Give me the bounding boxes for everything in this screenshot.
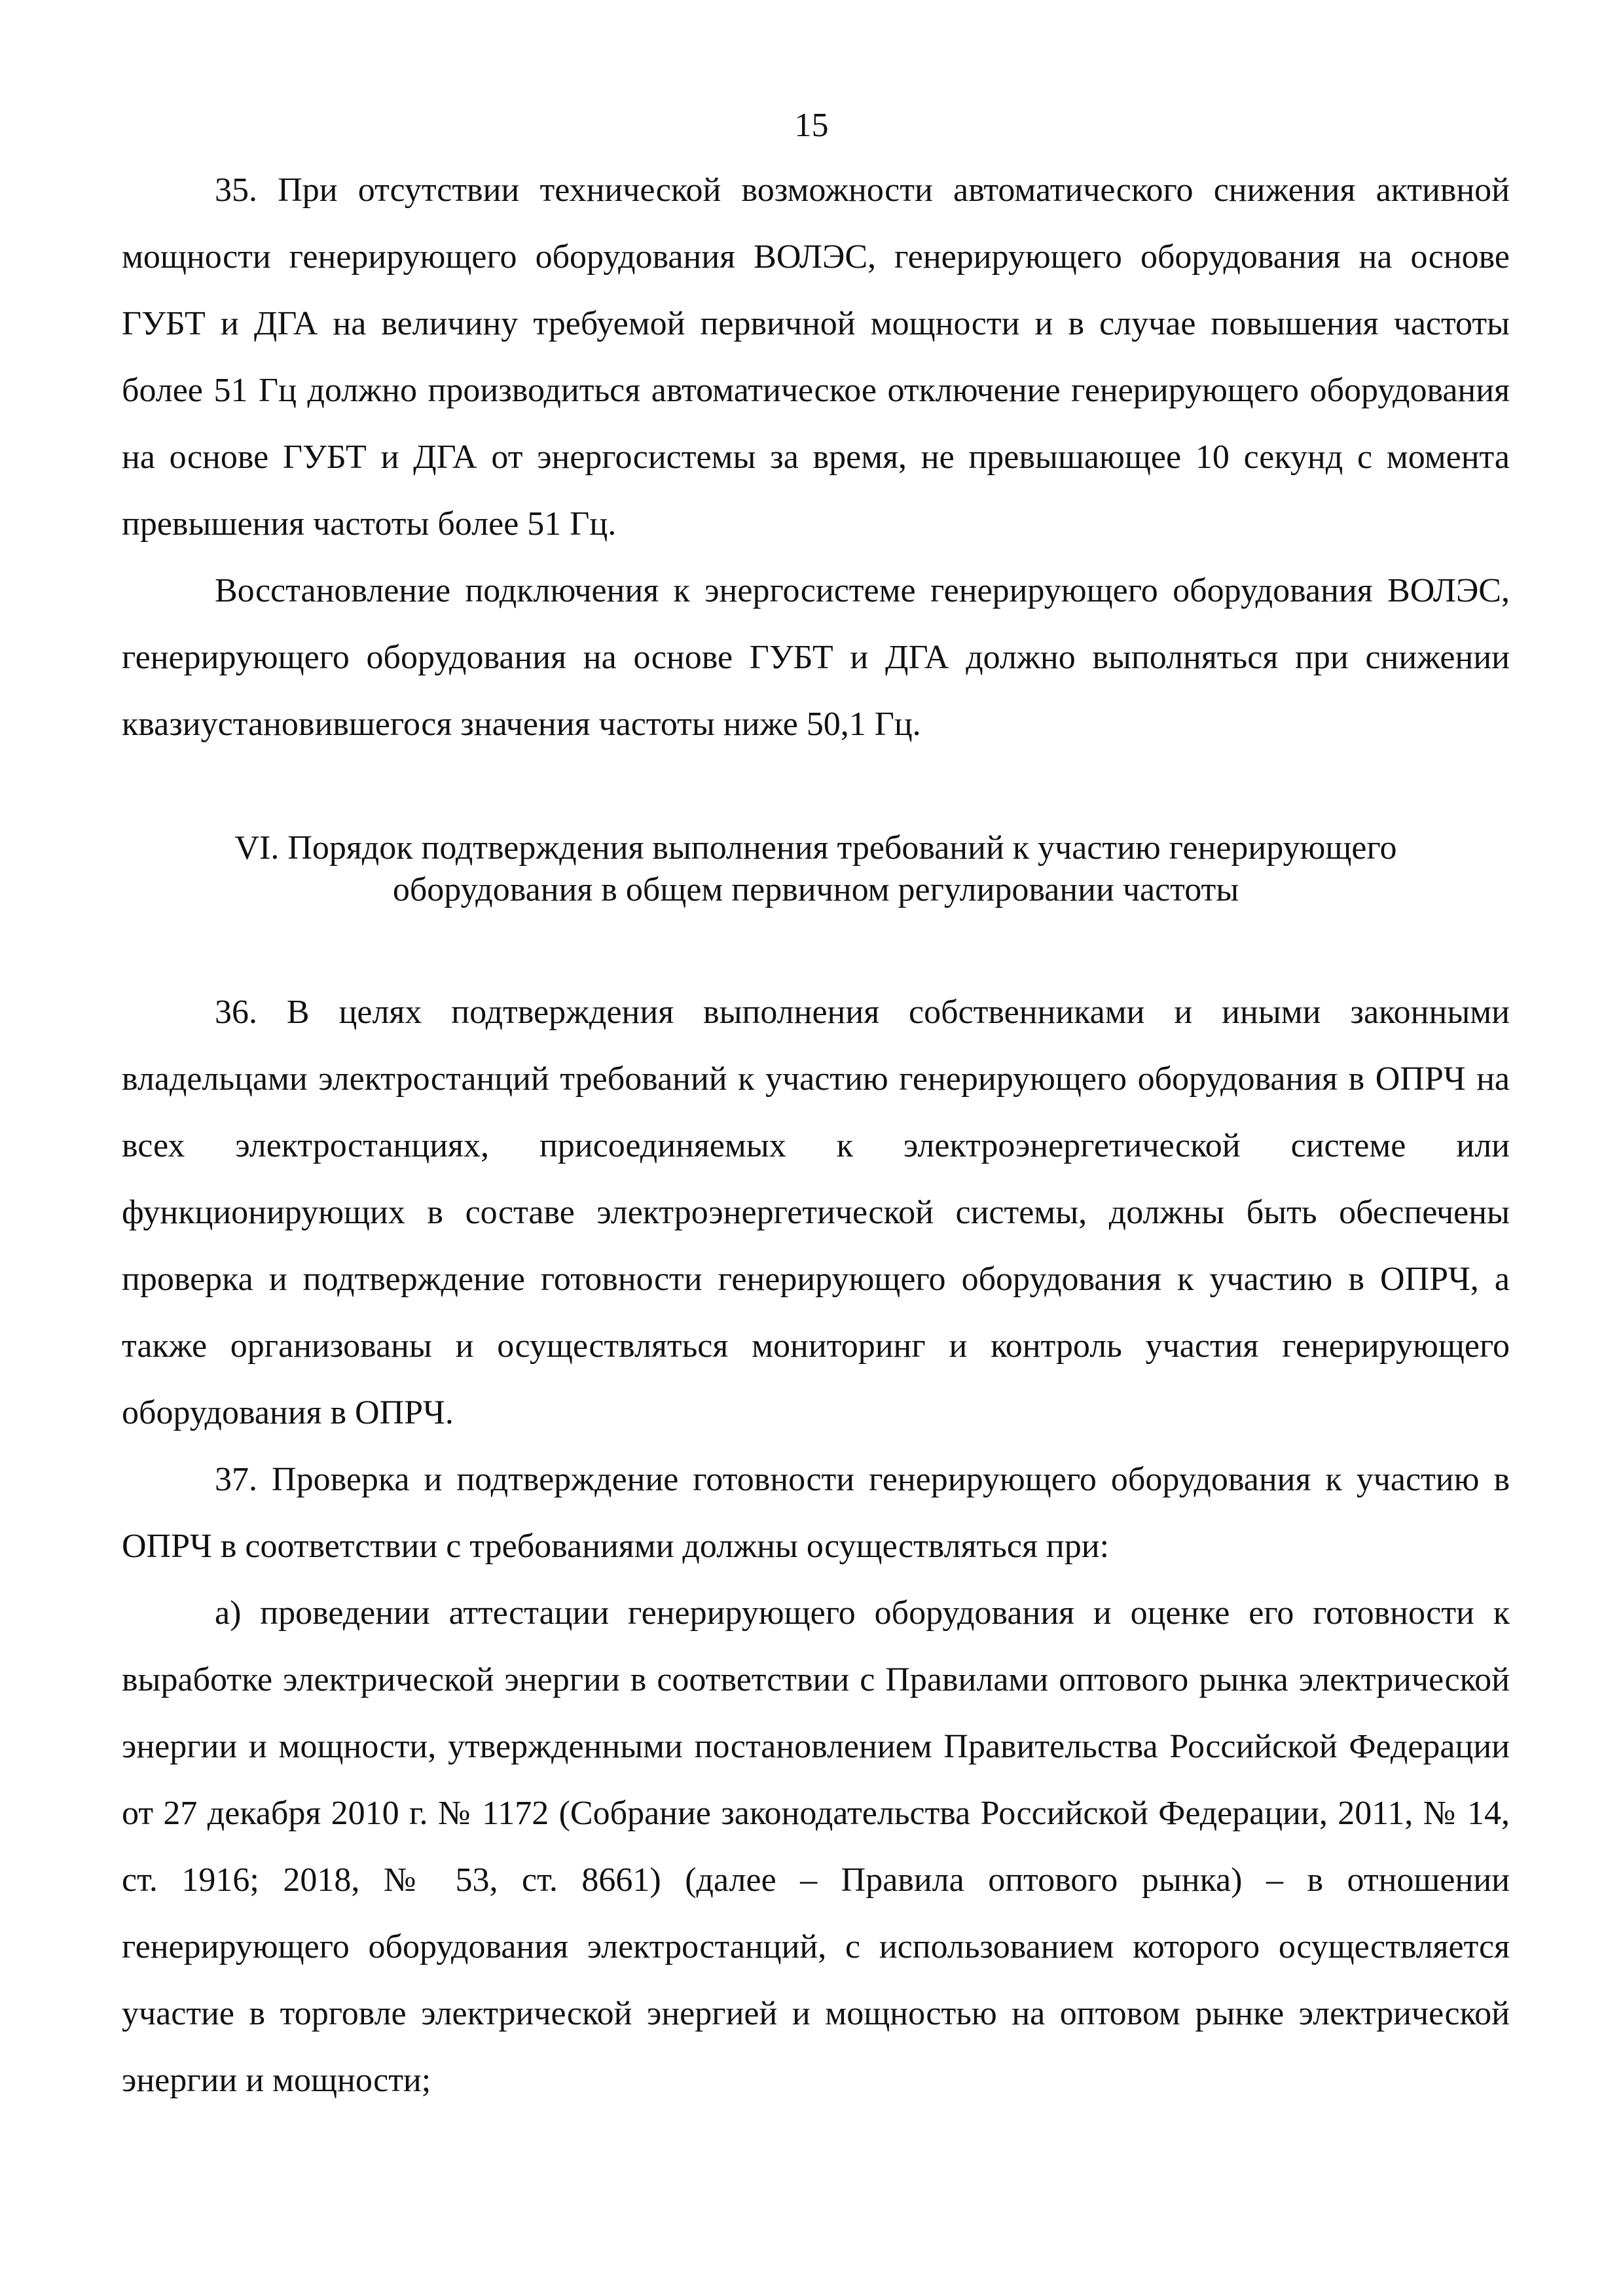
paragraph-restoration: Восстановление подключения к энергосистеме генерирующего оборудования ВОЛЭС, генерирующего оборудования на основе ГУБТ и ДГА должно выполняться при снижении квазиустановившегося значения частоты ниже 50,1 Гц. (122, 572, 1510, 743)
paragraph-37: 37. Проверка и подтверждение готовности генерирующего оборудования к участию в ОПРЧ в соответствии с требованиями должны осуществляться при: (122, 1461, 1510, 1565)
page-number: 15 (794, 107, 829, 144)
section-heading-vi (122, 827, 1510, 911)
paragraph-37-a: а) проведении аттестации генерирующего оборудования и оценке его готовности к выработке электрической энергии в соответствии с Правилами оптового рынка электрической энергии и мощности, утвержденными постановлением Правительства Российской Федерации от 27 декабря 2010 г. № 1172 (Собрание законодательства Российской Федерации, 2011, № 14, ст. 1916; 2018, № 53, ст. 8661) (далее – Правила оптового рынка) – в отношении генерирующего оборудования электростанций, с использованием которого осуществляется участие в торговле электрической энергией и мощностью на оптовом рынке электрической энергии и мощности; (122, 1594, 1510, 2099)
section-heading-line-1: VI. Порядок подтверждения выполнения требований к участию генерирующего (234, 829, 1397, 867)
paragraph-36: 36. В целях подтверждения выполнения собственниками и иными законными владельцами электростанций требований к участию генерирующего оборудования в ОПРЧ на всех электростанциях, присоединяемых к электроэнергетической системе или функционирующих в составе электроэнергетической системы, должны быть обеспечены проверка и подтверждение готовности генерирующего оборудования к участию в ОПРЧ, а также организованы и осуществляться мониторинг и контроль участия генерирующего оборудования в ОПРЧ. (122, 994, 1510, 1431)
paragraph-35: 35. При отсутствии технической возможности автоматического снижения активной мощности генерирующего оборудования ВОЛЭС, генерирующего оборудования на основе ГУБТ и ДГА на величину требуемой первичной мощности и в случае повышения частоты более 51 Гц должно производиться автоматическое отключение генерирующего оборудования на основе ГУБТ и ДГА от энергосистемы за время, не превышающее 10 секунд с момента превышения частоты более 51 Гц. (122, 171, 1510, 543)
section-heading-line-2: оборудования в общем первичном регулировании частоты (392, 871, 1239, 908)
document-body (122, 157, 1510, 2114)
